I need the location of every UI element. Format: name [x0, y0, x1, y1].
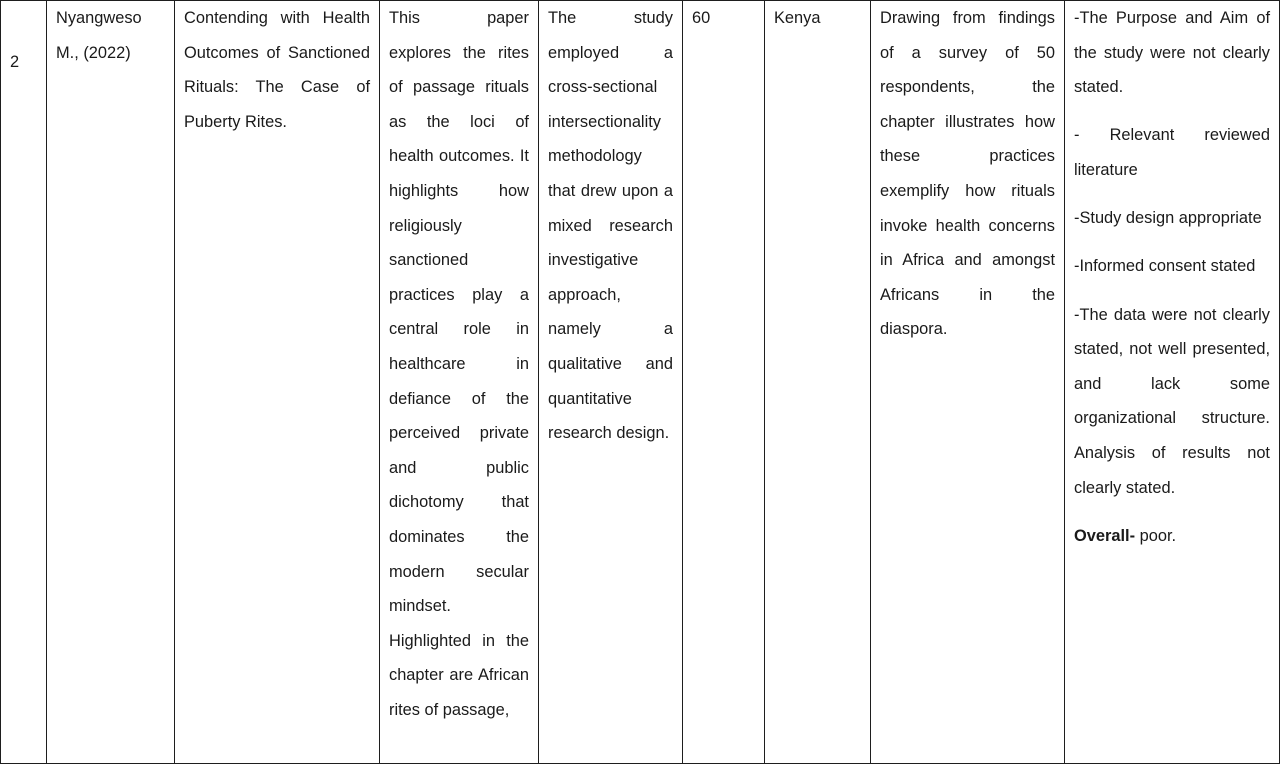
- methodology-text: The study employed a cross-sectional intersectionality methodology that drew upon a mixed research investigative approach, namely a qualitative and quantitative research design.: [548, 9, 673, 443]
- overall-label: Overall-: [1074, 526, 1136, 545]
- table-row: [1, 1, 1280, 764]
- sample-size-cell: [683, 1, 765, 764]
- overall-value: poor.: [1135, 526, 1177, 545]
- author-text: Nyangweso M., (2022): [56, 9, 142, 62]
- appraisal-point: -The data were not clearly stated, not well presented, and lack some organizational structure. Analysis of results not clearly stated.: [1074, 305, 1270, 497]
- title-text: Contending with Health Outcomes of Sanctioned Rituals: The Case of Puberty Rites.: [184, 9, 370, 131]
- appraisal-point: - Relevant reviewed literature: [1074, 126, 1270, 179]
- aims-paragraph: Highlighted in the chapter are African rites of passage,: [389, 631, 529, 719]
- country-text: Kenya: [774, 9, 821, 27]
- methodology-cell: [539, 1, 683, 764]
- aims-cell: [380, 1, 539, 764]
- appraisal-point: -Informed consent stated: [1074, 257, 1256, 276]
- findings-cell: [871, 1, 1065, 764]
- title-cell: [175, 1, 380, 764]
- appraisal-point: -Study design appropriate: [1074, 209, 1262, 228]
- row-number-cell: [1, 1, 47, 764]
- country-cell: [765, 1, 871, 764]
- aims-paragraph: This paper explores the rites of passage rituals as the loci of health outcomes. It highlights how religiously sanctioned practices play a central role in healthcare in defiance of the perceived private and public dichotomy that dominates the modern secular mindset.: [389, 9, 529, 616]
- overall-rating: [1074, 519, 1270, 554]
- findings-text: Drawing from findings of a survey of 50 respondents, the chapter illustrates how these practices exemplify how rituals invoke health concerns in Africa and amongst Africans in the diaspora.: [880, 9, 1055, 339]
- appraisal-cell: [1065, 1, 1280, 764]
- author-cell: [47, 1, 175, 764]
- sample-size-text: 60: [692, 9, 711, 27]
- row-number: 2: [10, 53, 20, 71]
- appraisal-point: -The Purpose and Aim of the study were not clearly stated.: [1074, 9, 1270, 97]
